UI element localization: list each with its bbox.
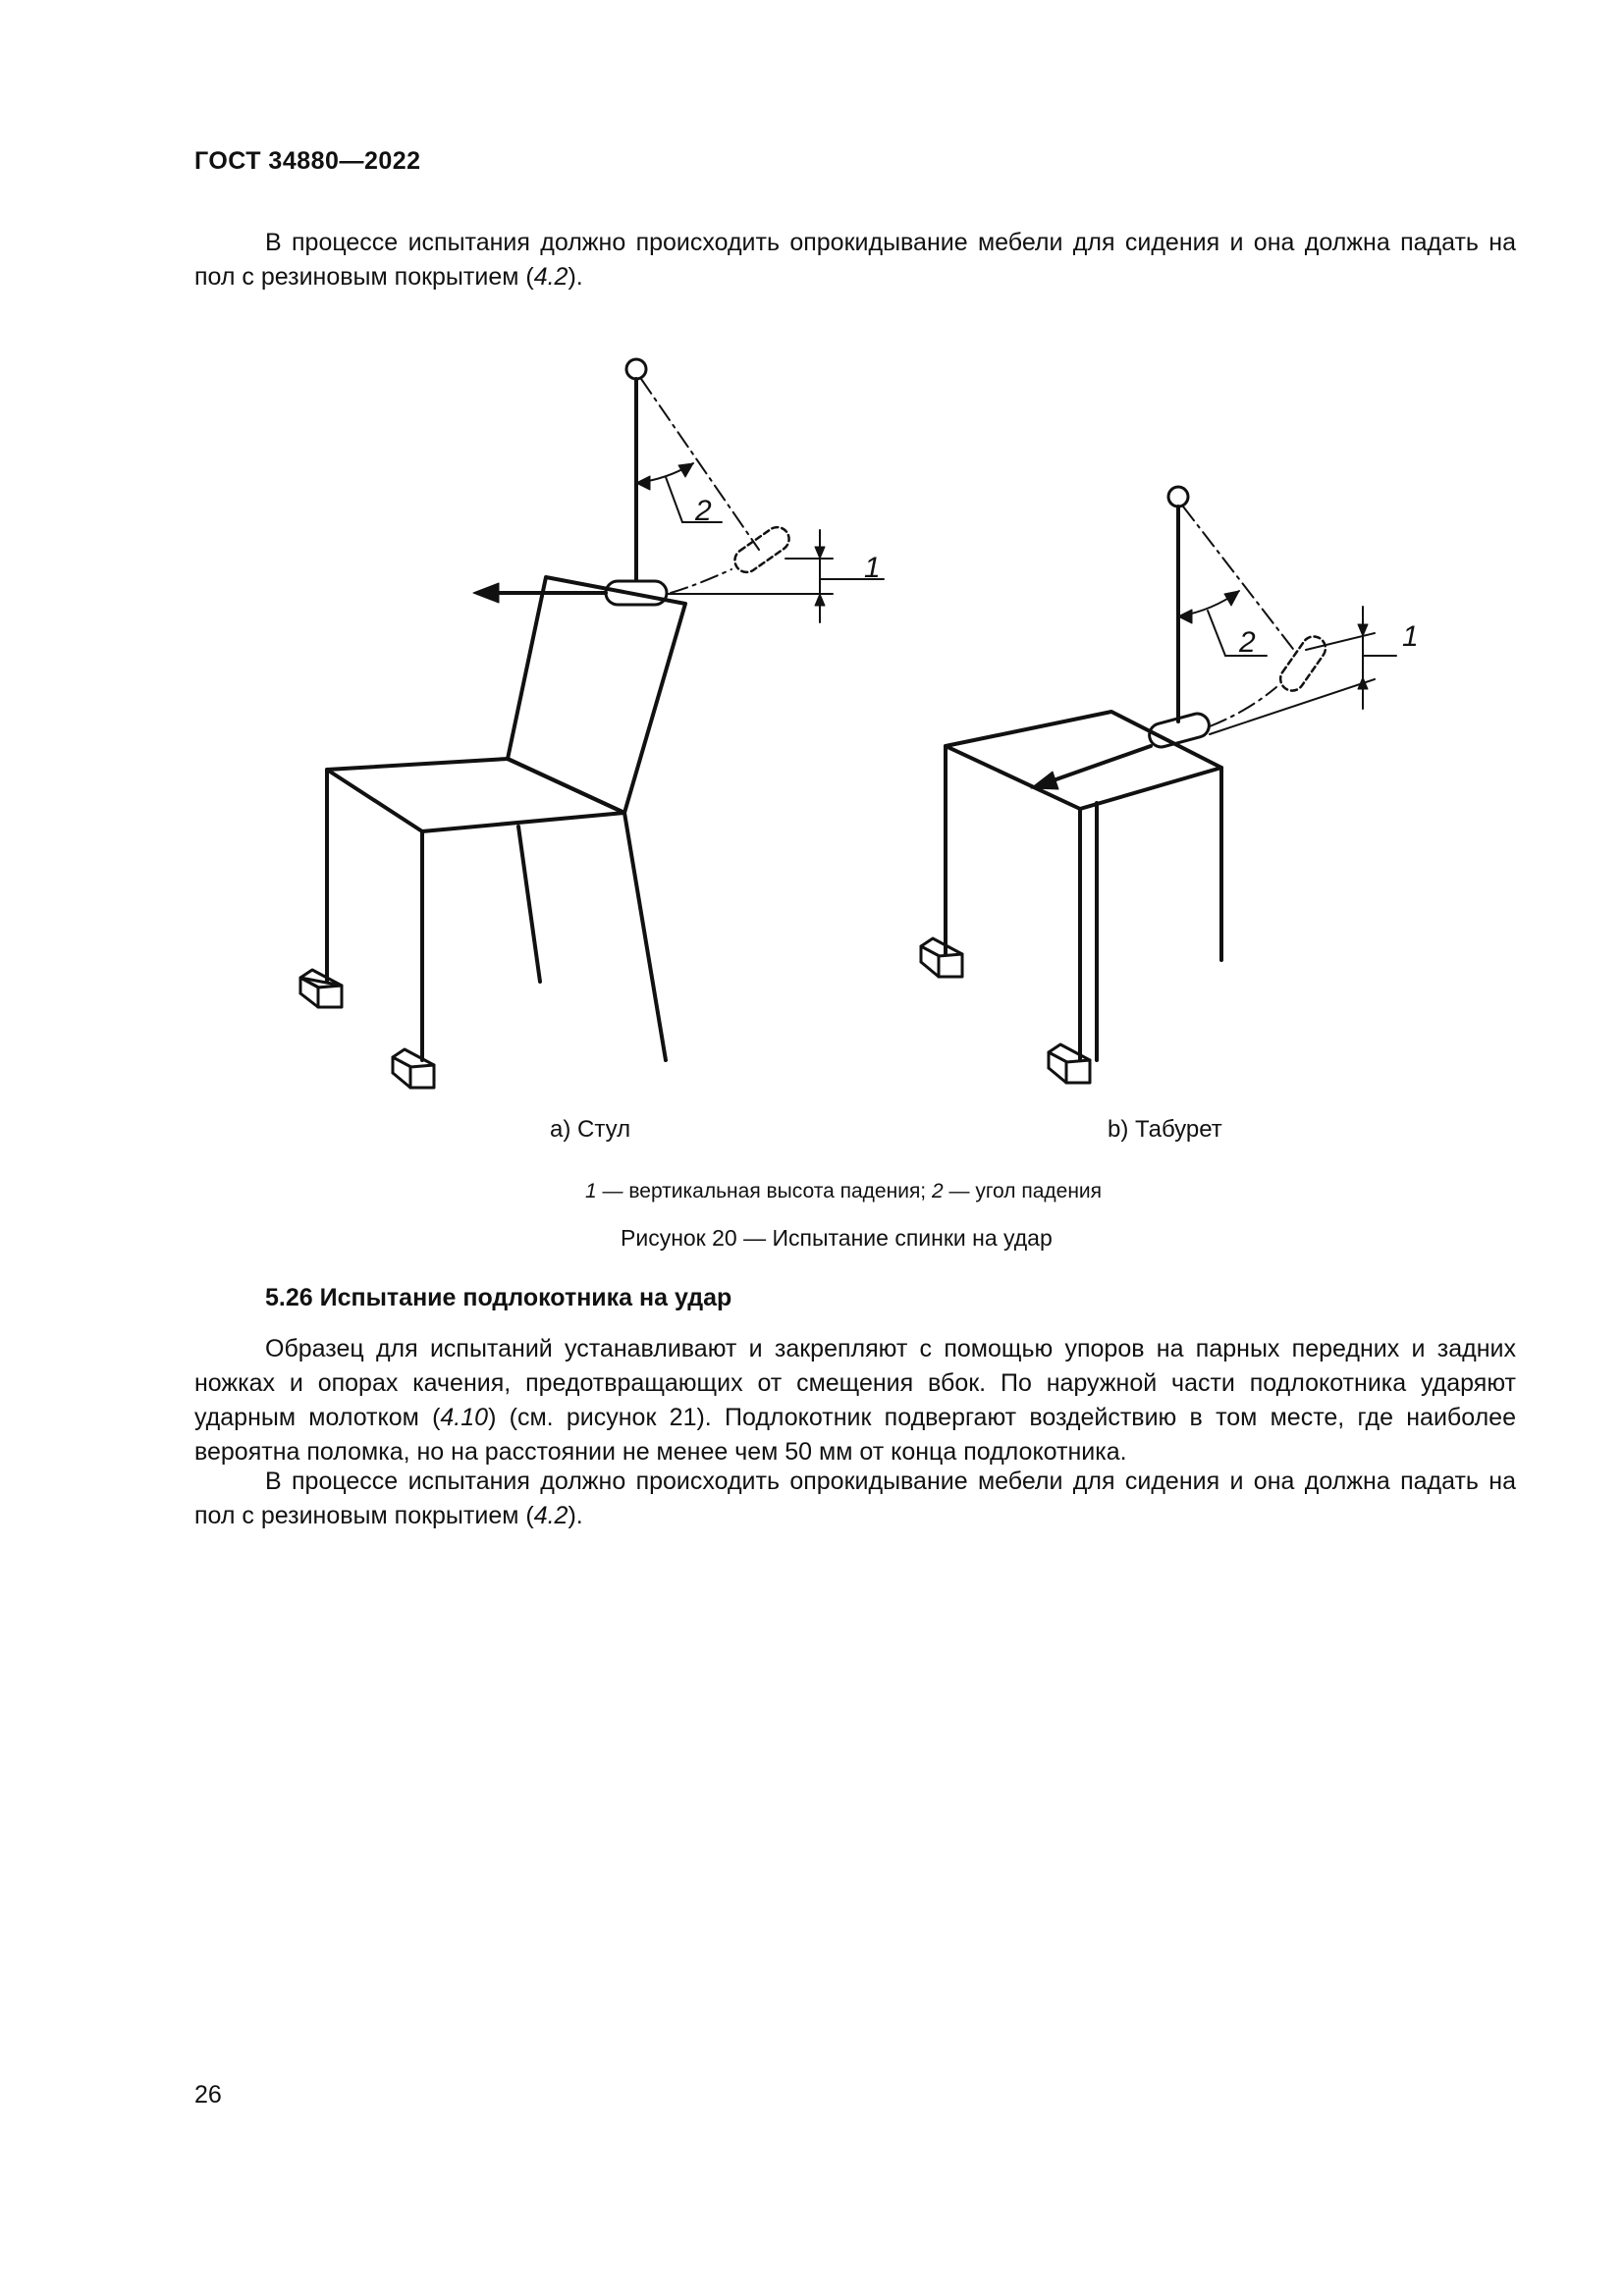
stool-drawing (921, 487, 1396, 1083)
figure-20-drawing (0, 0, 1624, 1109)
paragraph-overturn-2: В процессе испытания должно происходить опрокидывание мебели для сидения и она должна падать на пол с резиновым покрытием (4.2). (194, 1468, 1516, 1529)
swing-path (1210, 687, 1276, 726)
clause-reference: 4.2 (533, 1502, 568, 1529)
caption-stool: b) Табурет (1108, 1116, 1222, 1143)
impactor-raised (731, 522, 794, 576)
section-title: 5.26 Испытание подлокотника на удар (265, 1284, 732, 1311)
chair-leg (624, 813, 666, 1060)
label-height-chair: 1 (864, 552, 881, 584)
document-header: ГОСТ 34880—2022 (194, 147, 421, 175)
page-number: 26 (194, 2081, 222, 2109)
pivot-point (1168, 487, 1188, 507)
pivot-point (626, 359, 646, 379)
chair-seat (327, 759, 624, 831)
paragraph-armrest-test: Образец для испытаний устанавливают и закрепляют с помощью упоров на парных передних и задних ножках и опорах качения, предотвращающих от смещения вбок. По наружной части подлокотника ударяют ударным молотком (4.10) (см. рисунок 21). Подлокотник подвергают воздействию в том месте, где наиболее вероятна поломка, но на расстоянии не менее чем 50 мм от конца подлокотника. (194, 1335, 1516, 1466)
stopper-block (300, 970, 342, 1007)
stopper-block (393, 1049, 434, 1088)
label-angle-stool: 2 (1239, 626, 1256, 659)
impact-direction-arrow (1051, 746, 1151, 781)
label-angle-chair: 2 (695, 495, 712, 527)
swing-path (671, 569, 731, 593)
chair-drawing (300, 359, 884, 1088)
caption-chair: а) Стул (550, 1116, 631, 1143)
impactor (1147, 711, 1212, 749)
chair-backrest (508, 577, 685, 813)
stool-seat (946, 712, 1221, 809)
stopper-block (921, 938, 962, 977)
stopper-block (1049, 1044, 1090, 1083)
label-height-stool: 1 (1402, 620, 1419, 653)
figure-caption: Рисунок 20 — Испытание спинки на удар (621, 1225, 1053, 1251)
clause-reference: 4.2 (533, 263, 568, 291)
chair-leg (518, 827, 540, 982)
paragraph-overturn-1: В процессе испытания должно происходить опрокидывание мебели для сидения и она должна падать на пол с резиновым покрытием (4.2). (194, 229, 1516, 291)
impactor-raised (1275, 632, 1329, 696)
figure-legend: 1 — вертикальная высота падения; 2 — угол падения (585, 1180, 1103, 1202)
clause-reference: 4.10 (440, 1404, 489, 1431)
